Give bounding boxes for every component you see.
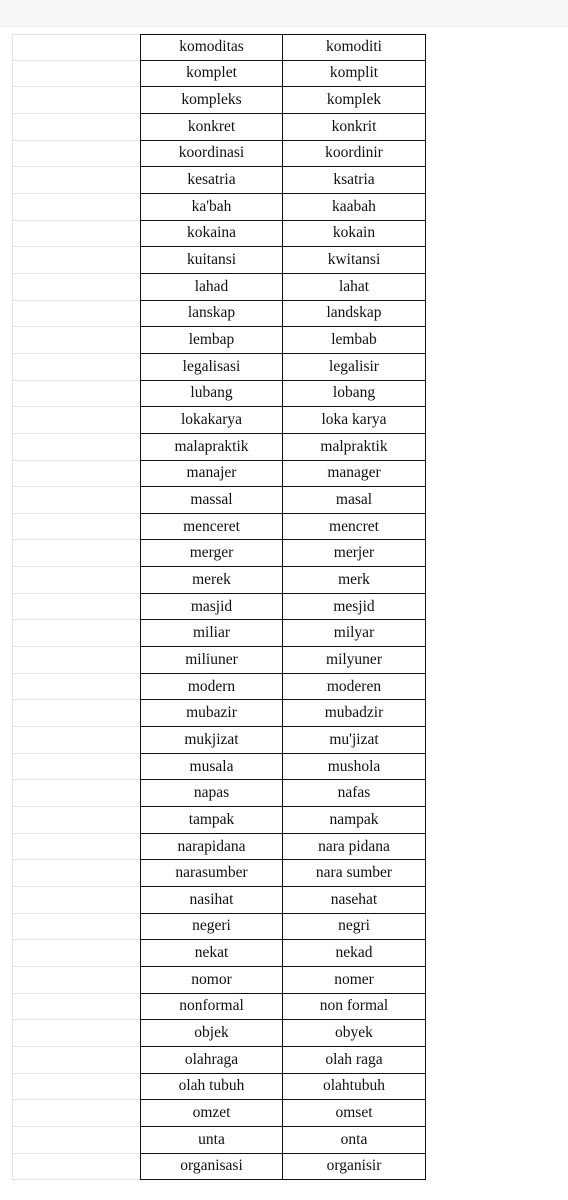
standard-word-cell[interactable]: nasihat bbox=[140, 887, 283, 914]
nonstandard-word-cell[interactable]: komplit bbox=[283, 61, 426, 88]
empty-cell[interactable] bbox=[12, 967, 140, 994]
empty-area bbox=[426, 1020, 558, 1047]
table-row bbox=[12, 1047, 558, 1074]
nonstandard-word-cell[interactable]: omset bbox=[283, 1100, 426, 1127]
table-row bbox=[12, 540, 558, 567]
empty-cell[interactable] bbox=[12, 167, 140, 194]
table-row bbox=[12, 620, 558, 647]
standard-word-cell[interactable]: lubang bbox=[140, 381, 283, 408]
standard-word-cell[interactable]: olah tubuh bbox=[140, 1074, 283, 1101]
table-row bbox=[12, 994, 558, 1021]
empty-cell[interactable] bbox=[12, 567, 140, 594]
standard-word-cell[interactable]: narasumber bbox=[140, 860, 283, 887]
empty-area bbox=[426, 620, 558, 647]
empty-cell[interactable] bbox=[12, 194, 140, 221]
empty-cell[interactable] bbox=[12, 780, 140, 807]
empty-cell[interactable] bbox=[12, 594, 140, 621]
empty-cell[interactable] bbox=[12, 1020, 140, 1047]
empty-cell[interactable] bbox=[12, 354, 140, 381]
empty-cell[interactable] bbox=[12, 87, 140, 114]
nonstandard-word-cell[interactable]: onta bbox=[283, 1127, 426, 1154]
standard-word-cell[interactable]: nomor bbox=[140, 967, 283, 994]
standard-word-cell[interactable]: negeri bbox=[140, 914, 283, 941]
table-row bbox=[12, 434, 558, 461]
empty-area bbox=[426, 860, 558, 887]
empty-cell[interactable] bbox=[12, 940, 140, 967]
empty-area bbox=[426, 354, 558, 381]
standard-word-cell[interactable]: mubazir bbox=[140, 700, 283, 727]
table-row bbox=[12, 354, 558, 381]
empty-area bbox=[426, 540, 558, 567]
table-row bbox=[12, 1100, 558, 1127]
nonstandard-word-cell[interactable]: moderen bbox=[283, 674, 426, 701]
table-row bbox=[12, 834, 558, 861]
empty-area bbox=[426, 194, 558, 221]
table-row bbox=[12, 87, 558, 114]
empty-cell[interactable] bbox=[12, 301, 140, 328]
nonstandard-word-cell[interactable]: milyar bbox=[283, 620, 426, 647]
standard-word-cell[interactable]: lokakarya bbox=[140, 407, 283, 434]
empty-cell[interactable] bbox=[12, 860, 140, 887]
empty-area bbox=[426, 61, 558, 88]
standard-word-cell[interactable]: manajer bbox=[140, 461, 283, 488]
empty-cell[interactable] bbox=[12, 620, 140, 647]
nonstandard-word-cell[interactable]: konkrit bbox=[283, 114, 426, 141]
empty-area bbox=[426, 221, 558, 248]
empty-cell[interactable] bbox=[12, 807, 140, 834]
empty-area bbox=[426, 514, 558, 541]
nonstandard-word-cell[interactable]: malpraktik bbox=[283, 434, 426, 461]
nonstandard-word-cell[interactable]: legalisir bbox=[283, 354, 426, 381]
table-row bbox=[12, 327, 558, 354]
empty-area bbox=[426, 141, 558, 168]
empty-cell[interactable] bbox=[12, 114, 140, 141]
empty-area bbox=[426, 301, 558, 328]
nonstandard-word-cell[interactable]: nara pidana bbox=[283, 834, 426, 861]
empty-cell[interactable] bbox=[12, 327, 140, 354]
empty-area bbox=[426, 967, 558, 994]
table-row bbox=[12, 594, 558, 621]
nonstandard-word-cell[interactable]: nekad bbox=[283, 940, 426, 967]
empty-area bbox=[426, 434, 558, 461]
empty-area bbox=[426, 700, 558, 727]
empty-cell[interactable] bbox=[12, 61, 140, 88]
table-row bbox=[12, 247, 558, 274]
empty-cell[interactable] bbox=[12, 994, 140, 1021]
empty-area bbox=[426, 647, 558, 674]
nonstandard-word-cell[interactable]: lahat bbox=[283, 274, 426, 301]
table-row bbox=[12, 114, 558, 141]
nonstandard-word-cell[interactable]: negri bbox=[283, 914, 426, 941]
nonstandard-word-cell[interactable]: mu'jizat bbox=[283, 727, 426, 754]
nonstandard-word-cell[interactable]: non formal bbox=[283, 994, 426, 1021]
table-row bbox=[12, 194, 558, 221]
nonstandard-word-cell[interactable]: lembab bbox=[283, 327, 426, 354]
nonstandard-word-cell[interactable]: nafas bbox=[283, 780, 426, 807]
empty-area bbox=[426, 487, 558, 514]
table-row bbox=[12, 940, 558, 967]
table-row bbox=[12, 860, 558, 887]
empty-area bbox=[426, 594, 558, 621]
table-row bbox=[12, 461, 558, 488]
empty-cell[interactable] bbox=[12, 754, 140, 781]
empty-cell[interactable] bbox=[12, 407, 140, 434]
standard-word-cell[interactable]: unta bbox=[140, 1127, 283, 1154]
nonstandard-word-cell[interactable]: obyek bbox=[283, 1020, 426, 1047]
standard-word-cell[interactable]: konkret bbox=[140, 114, 283, 141]
standard-word-cell[interactable]: tampak bbox=[140, 807, 283, 834]
standard-word-cell[interactable]: legalisasi bbox=[140, 354, 283, 381]
nonstandard-word-cell[interactable]: organisir bbox=[283, 1154, 426, 1181]
empty-area bbox=[426, 1074, 558, 1101]
table-row bbox=[12, 914, 558, 941]
empty-cell[interactable] bbox=[12, 514, 140, 541]
table-row bbox=[12, 407, 558, 434]
nonstandard-word-cell[interactable]: mencret bbox=[283, 514, 426, 541]
empty-area bbox=[426, 567, 558, 594]
nonstandard-word-cell[interactable]: mesjid bbox=[283, 594, 426, 621]
empty-area bbox=[426, 1047, 558, 1074]
nonstandard-word-cell[interactable]: olahtubuh bbox=[283, 1074, 426, 1101]
table-row bbox=[12, 221, 558, 248]
empty-cell[interactable] bbox=[12, 914, 140, 941]
standard-word-cell[interactable]: lanskap bbox=[140, 301, 283, 328]
nonstandard-word-cell[interactable]: manager bbox=[283, 461, 426, 488]
standard-word-cell[interactable]: olahraga bbox=[140, 1047, 283, 1074]
standard-word-cell[interactable]: narapidana bbox=[140, 834, 283, 861]
empty-cell[interactable] bbox=[12, 381, 140, 408]
empty-area bbox=[426, 274, 558, 301]
nonstandard-word-cell[interactable]: milyuner bbox=[283, 647, 426, 674]
empty-cell[interactable] bbox=[12, 487, 140, 514]
empty-area bbox=[426, 754, 558, 781]
empty-area bbox=[426, 327, 558, 354]
empty-cell[interactable] bbox=[12, 834, 140, 861]
standard-word-cell[interactable]: kokaina bbox=[140, 221, 283, 248]
empty-area bbox=[426, 381, 558, 408]
empty-cell[interactable] bbox=[12, 274, 140, 301]
table-row bbox=[12, 34, 558, 61]
empty-area bbox=[426, 247, 558, 274]
standard-word-cell[interactable]: omzet bbox=[140, 1100, 283, 1127]
nonstandard-word-cell[interactable]: kokain bbox=[283, 221, 426, 248]
nonstandard-word-cell[interactable]: nara sumber bbox=[283, 860, 426, 887]
standard-word-cell[interactable]: komplet bbox=[140, 61, 283, 88]
empty-cell[interactable] bbox=[12, 221, 140, 248]
standard-word-cell[interactable]: merek bbox=[140, 567, 283, 594]
table-row bbox=[12, 567, 558, 594]
standard-word-cell[interactable]: masjid bbox=[140, 594, 283, 621]
standard-word-cell[interactable]: mukjizat bbox=[140, 727, 283, 754]
nonstandard-word-cell[interactable]: ksatria bbox=[283, 167, 426, 194]
empty-cell[interactable] bbox=[12, 700, 140, 727]
nonstandard-word-cell[interactable]: lobang bbox=[283, 381, 426, 408]
nonstandard-word-cell[interactable]: landskap bbox=[283, 301, 426, 328]
table-row bbox=[12, 967, 558, 994]
empty-area bbox=[426, 727, 558, 754]
standard-word-cell[interactable]: ka'bah bbox=[140, 194, 283, 221]
empty-cell[interactable] bbox=[12, 1047, 140, 1074]
nonstandard-word-cell[interactable]: masal bbox=[283, 487, 426, 514]
empty-area bbox=[426, 1154, 558, 1181]
table-row bbox=[12, 780, 558, 807]
table-row bbox=[12, 727, 558, 754]
table-row bbox=[12, 807, 558, 834]
empty-area bbox=[426, 34, 558, 61]
standard-word-cell[interactable]: napas bbox=[140, 780, 283, 807]
standard-word-cell[interactable]: komoditas bbox=[140, 34, 283, 61]
nonstandard-word-cell[interactable]: kwitansi bbox=[283, 247, 426, 274]
nonstandard-word-cell[interactable]: komoditi bbox=[283, 34, 426, 61]
nonstandard-word-cell[interactable]: nasehat bbox=[283, 887, 426, 914]
empty-area bbox=[426, 914, 558, 941]
empty-area bbox=[426, 994, 558, 1021]
empty-cell[interactable] bbox=[12, 247, 140, 274]
standard-word-cell[interactable]: massal bbox=[140, 487, 283, 514]
empty-cell[interactable] bbox=[12, 647, 140, 674]
table-row bbox=[12, 141, 558, 168]
empty-cell[interactable] bbox=[12, 34, 140, 61]
standard-word-cell[interactable]: malapraktik bbox=[140, 434, 283, 461]
standard-word-cell[interactable]: merger bbox=[140, 540, 283, 567]
nonstandard-word-cell[interactable]: olah raga bbox=[283, 1047, 426, 1074]
table-row bbox=[12, 61, 558, 88]
nonstandard-word-cell[interactable]: loka karya bbox=[283, 407, 426, 434]
table-row bbox=[12, 274, 558, 301]
empty-cell[interactable] bbox=[12, 887, 140, 914]
empty-area bbox=[426, 407, 558, 434]
table-row bbox=[12, 381, 558, 408]
nonstandard-word-cell[interactable]: merjer bbox=[283, 540, 426, 567]
table-row bbox=[12, 514, 558, 541]
table-row bbox=[12, 1127, 558, 1154]
table-row bbox=[12, 700, 558, 727]
empty-cell[interactable] bbox=[12, 461, 140, 488]
empty-cell[interactable] bbox=[12, 1127, 140, 1154]
standard-word-cell[interactable]: koordinasi bbox=[140, 141, 283, 168]
nonstandard-word-cell[interactable]: merk bbox=[283, 567, 426, 594]
table-row bbox=[12, 1154, 558, 1181]
empty-area bbox=[426, 114, 558, 141]
empty-area bbox=[426, 1127, 558, 1154]
top-toolbar-strip bbox=[0, 0, 568, 27]
standard-word-cell[interactable]: musala bbox=[140, 754, 283, 781]
empty-cell[interactable] bbox=[12, 434, 140, 461]
empty-area bbox=[426, 1100, 558, 1127]
standard-word-cell[interactable]: kuitansi bbox=[140, 247, 283, 274]
empty-area bbox=[426, 167, 558, 194]
standard-word-cell[interactable]: objek bbox=[140, 1020, 283, 1047]
empty-cell[interactable] bbox=[12, 727, 140, 754]
standard-word-cell[interactable]: miliar bbox=[140, 620, 283, 647]
standard-word-cell[interactable]: nonformal bbox=[140, 994, 283, 1021]
table-row bbox=[12, 1074, 558, 1101]
empty-cell[interactable] bbox=[12, 540, 140, 567]
standard-word-cell[interactable]: menceret bbox=[140, 514, 283, 541]
table-row bbox=[12, 487, 558, 514]
table-row bbox=[12, 887, 558, 914]
nonstandard-word-cell[interactable]: koordinir bbox=[283, 141, 426, 168]
table-row bbox=[12, 167, 558, 194]
empty-cell[interactable] bbox=[12, 1154, 140, 1181]
standard-word-cell[interactable]: miliuner bbox=[140, 647, 283, 674]
empty-cell[interactable] bbox=[12, 141, 140, 168]
empty-cell[interactable] bbox=[12, 674, 140, 701]
empty-area bbox=[426, 780, 558, 807]
nonstandard-word-cell[interactable]: nomer bbox=[283, 967, 426, 994]
empty-area bbox=[426, 940, 558, 967]
standard-word-cell[interactable]: kesatria bbox=[140, 167, 283, 194]
table-row bbox=[12, 647, 558, 674]
empty-cell[interactable] bbox=[12, 1074, 140, 1101]
nonstandard-word-cell[interactable]: komplek bbox=[283, 87, 426, 114]
table-row bbox=[12, 1020, 558, 1047]
empty-area bbox=[426, 87, 558, 114]
standard-word-cell[interactable]: lahad bbox=[140, 274, 283, 301]
empty-area bbox=[426, 807, 558, 834]
standard-word-cell[interactable]: nekat bbox=[140, 940, 283, 967]
standard-word-cell[interactable]: lembap bbox=[140, 327, 283, 354]
table-row bbox=[12, 674, 558, 701]
empty-area bbox=[426, 461, 558, 488]
empty-area bbox=[426, 674, 558, 701]
table-row bbox=[12, 754, 558, 781]
word-comparison-table bbox=[12, 34, 558, 1180]
empty-area bbox=[426, 887, 558, 914]
standard-word-cell[interactable]: kompleks bbox=[140, 87, 283, 114]
empty-cell[interactable] bbox=[12, 1100, 140, 1127]
nonstandard-word-cell[interactable]: kaabah bbox=[283, 194, 426, 221]
nonstandard-word-cell[interactable]: mubadzir bbox=[283, 700, 426, 727]
empty-area bbox=[426, 834, 558, 861]
nonstandard-word-cell[interactable]: nampak bbox=[283, 807, 426, 834]
standard-word-cell[interactable]: organisasi bbox=[140, 1154, 283, 1181]
nonstandard-word-cell[interactable]: mushola bbox=[283, 754, 426, 781]
table-row bbox=[12, 301, 558, 328]
standard-word-cell[interactable]: modern bbox=[140, 674, 283, 701]
